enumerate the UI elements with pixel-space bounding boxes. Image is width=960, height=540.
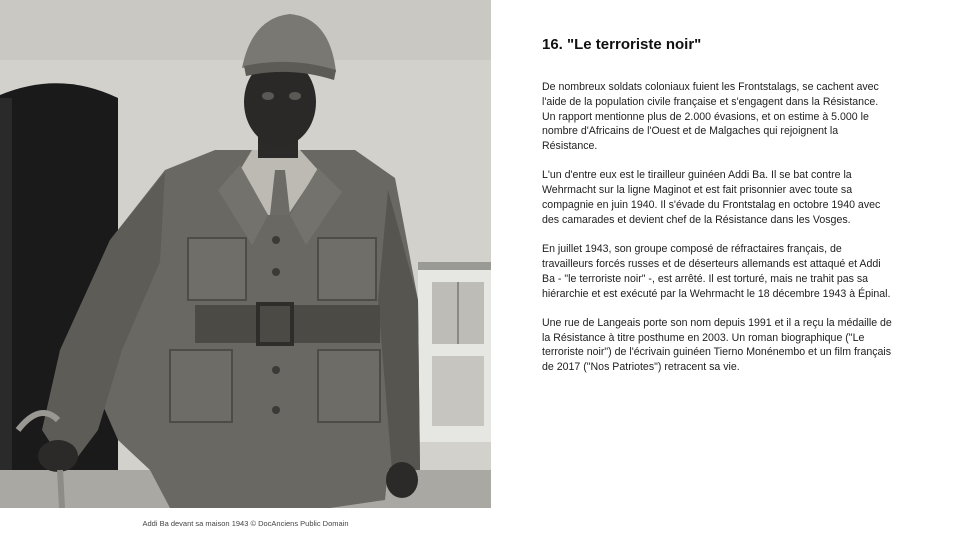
paragraph: Une rue de Langeais porte son nom depuis 1991 et il a reçu la médaille de la Résistance à titre posthume en 2003. Un roman biographique ("Le terroriste noir") de l'écrivain guinéen Tierno Monénembo et un film français de 2017 ("Nos Patriotes") retracent sa vie. [542,316,892,374]
photo-caption: Addi Ba devant sa maison 1943 © DocAnciens Public Domain [142,519,349,528]
slide-title: 16. "Le terroriste noir" [542,36,702,53]
paragraph: De nombreux soldats coloniaux fuient les Frontstalags, se cachent avec l'aide de la population civile française et s'engagent dans la Résistance. Un rapport mentionne plus de 2.000 évasions, et on estime à 5.000 le nombre d'Africains de l'Ouest et de Malgaches qui rejoignent la Résistance. [542,81,879,153]
paragraph: En juillet 1943, son groupe composé de réfractaires français, de travailleurs forcés russes et de déserteurs allemands est attaqué et Addi Ba - "le terroriste noir" -, est arrêté. Il est torturé, mais ne trahit pas sa hiérarchie et est exécuté par la Wehrmacht le 18 décembre 1943 à Épinal. [542,243,891,300]
article-text [542,36,894,390]
paragraph: L'un d'entre eux est le tirailleur guinéen Addi Ba. Il se bat contre la Wehrmacht sur la ligne Maginot et est fait prisonnier avec toute sa compagnie en juin 1940. Il s'évade du Frontstalag en octobre 1940 avec des camarades et devient chef de la Résistance dans les Vosges. [542,169,881,226]
historical-photo [0,0,491,508]
